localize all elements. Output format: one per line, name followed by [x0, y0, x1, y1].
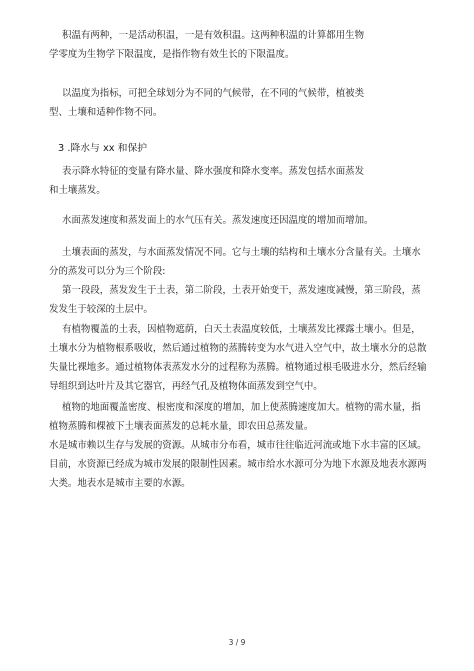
text-line: 植物的地面覆盖密度、根密度和深度的增加，加上使蒸腾速度加大。植物的需水量，指 — [62, 402, 421, 413]
paragraph-precipitation-variables — [49, 162, 446, 200]
text-line: 植物蒸腾和棵被下土壤表面蒸发的总耗水量，即农田总蒸发量。 — [49, 421, 314, 432]
paragraph-soil-evaporation — [49, 243, 446, 281]
text-line: 表示降水特征的变量有降水量、降水强度和降水变率。蒸发包括水面蒸发 — [62, 166, 365, 177]
text-line: 和土壤蒸发。 — [49, 185, 106, 196]
text-line: 失量比裸地多。通过植物体表蒸发水分的过程称为蒸腾。植物通过根毛吸进水分，然后经输 — [49, 362, 427, 373]
text-line: 大类。地表水是城市主要的水源。 — [49, 478, 191, 489]
paragraph-transpiration — [49, 320, 446, 396]
text-line: 以温度为指标，可把全球划分为不同的气候带，在不同的气候带，植被类 — [62, 88, 365, 99]
paragraph-climate-zones — [49, 84, 446, 122]
text-line: 土壤表面的蒸发，与水面蒸发情况不同。它与土壤的结构和土壤水分含量有关。土壤水 — [62, 247, 421, 258]
text-line: 水面蒸发速度和蒸发面上的水气压有关。蒸发速度还因温度的增加而增加。 — [62, 215, 374, 226]
text-line: 目前，水资源已经成为城市发展的限制性因素。城市给水水源可分为地下水源及地表水源两 — [49, 459, 427, 470]
text-line: 型、土壤和适种作物不同。 — [49, 107, 163, 118]
text-line: 分的蒸发可以分为三个阶段: — [49, 266, 166, 277]
paragraph-water-surface-evaporation — [62, 211, 446, 230]
text-line: 发发生于较深的土层中。 — [49, 304, 153, 315]
paragraph-evaporation-stages — [49, 281, 446, 319]
text-line: 导组织到达叶片及其它器官，再经气孔及植物体面蒸发到空气中。 — [49, 381, 323, 392]
paragraph-water-resources — [49, 398, 446, 493]
text-line: 学零度为生物学下限温度，是指作物有效生长的下限温度。 — [49, 49, 295, 60]
text-line: 水是城市赖以生存与发展的资源。从城市分布看，城市往往临近河流或地下水丰富的区域。 — [49, 440, 427, 451]
text-line: 积温有两种，一是活动积温，一是有效积温。这两种积温的计算都用生物 — [62, 30, 365, 41]
text-line: 土壤水分为植物根系吸收，然后通过植物的蒸腾转变为水气进入空气中，故土壤水分的总散 — [49, 343, 427, 354]
page-number: 3 / 9 — [228, 638, 246, 647]
text-line: 有植物覆盖的土表，因植物遮荫，白天土表温度较低，土壤蒸发比裸露土壤小。但是， — [62, 324, 421, 335]
text-line: 第一段段，蒸发发生于土表，第二阶段，土表开始变干，蒸发速度减慢，第三阶段，蒸 — [62, 285, 421, 296]
section-heading: 3 .降水与 xx 和保护 — [58, 143, 148, 154]
paragraph-accumulated-temperature — [49, 26, 446, 64]
